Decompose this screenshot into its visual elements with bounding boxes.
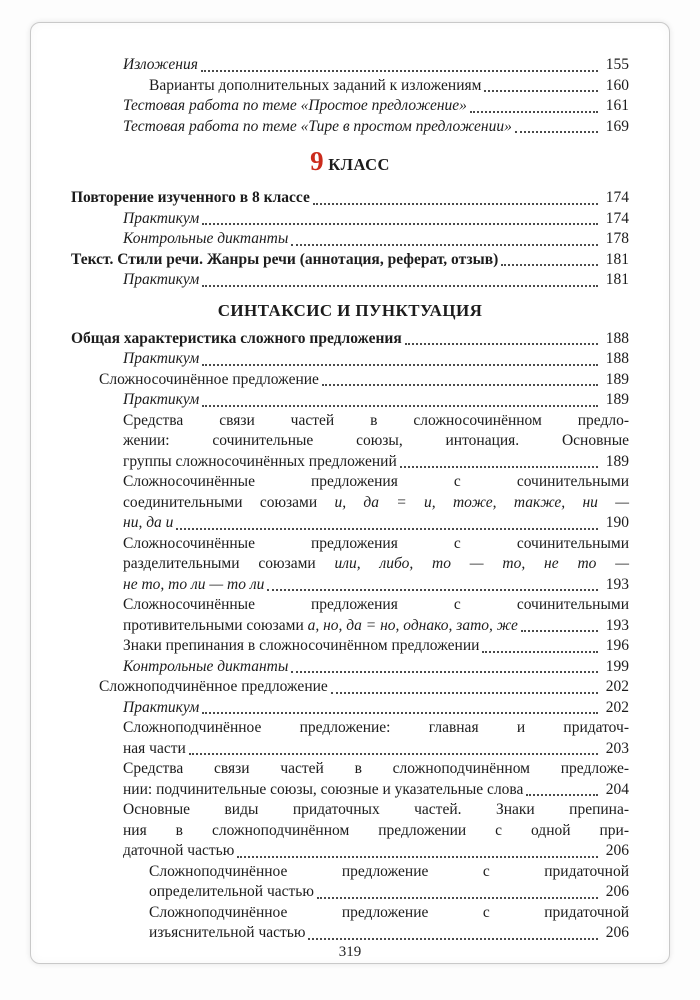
dot-leader (189, 753, 598, 755)
toc-entry-line (123, 800, 629, 821)
toc-entry-line (123, 554, 629, 575)
toc-entry-text: разделительными союзами или, либо, то — то, не то — (123, 555, 629, 572)
toc-entry-text: не то, то ли — то ли (123, 575, 265, 593)
toc-entry-line (123, 55, 629, 76)
dot-leader (501, 264, 598, 266)
dot-leader (521, 630, 598, 632)
toc-entry-line (123, 759, 629, 780)
toc-entry (71, 862, 629, 903)
toc-entry-line (149, 862, 629, 883)
toc-entry (71, 534, 629, 596)
toc-entry (71, 329, 629, 350)
page-number: 319 (338, 943, 362, 960)
toc-entry (71, 657, 629, 678)
toc-entry-line (71, 188, 629, 209)
toc-entry (71, 390, 629, 411)
toc-entry-text: жении: сочинительные союзы, интонация. Основные (123, 432, 629, 449)
toc-entry-text: Сложноподчинённое предложение: главная и придаточ- (123, 719, 629, 736)
toc-entry-line (123, 739, 629, 760)
book-page (30, 22, 670, 964)
toc-page-number: 189 (605, 452, 629, 470)
toc-entry-line (71, 329, 629, 350)
toc-entry-text: Практикум (123, 391, 200, 408)
toc-entry-text: Практикум (123, 209, 200, 227)
toc-page-number: 161 (605, 97, 629, 114)
toc-entry-text: Средства связи частей в сложноподчинённом предложе- (123, 760, 629, 777)
toc-entry-text: даточной частью (123, 842, 235, 859)
toc-entry (71, 370, 629, 391)
heading-syntax-punctuation (71, 299, 629, 323)
toc-entry (71, 411, 629, 473)
toc-entry-text: Сложносочинённые предложения с сочинительными (123, 473, 629, 490)
dot-leader (317, 897, 598, 899)
toc-entry-text: ни, да и (123, 514, 174, 531)
heading-class-9 (71, 146, 629, 181)
toc-entry (71, 759, 629, 800)
toc-page-number: 206 (605, 924, 629, 941)
dot-leader (484, 90, 598, 92)
toc-page-number: 174 (605, 189, 629, 206)
dot-leader (202, 364, 598, 366)
toc-page-number: 196 (605, 637, 629, 654)
dot-leader (267, 589, 598, 591)
toc-entry-text: Средства связи частей в сложносочинённом предло- (123, 411, 629, 429)
toc-page-number: 155 (605, 56, 629, 73)
toc-entry-text: группы сложносочинённых предложений (123, 452, 397, 470)
toc-page-number: 189 (605, 370, 629, 388)
dot-leader (202, 712, 598, 714)
toc-entry (71, 903, 629, 944)
toc-page-number: 189 (605, 391, 629, 408)
dot-leader (237, 856, 598, 858)
toc-entry (71, 677, 629, 698)
toc-entry-line (149, 882, 629, 903)
toc-entry-line (123, 270, 629, 291)
toc-entry-text: Знаки препинания в сложносочинённом предложении (123, 637, 480, 654)
toc-entry-line (123, 513, 629, 534)
toc-entry-line (123, 431, 629, 452)
dot-leader (400, 466, 598, 468)
toc-entry (71, 55, 629, 76)
toc-page-number: 199 (605, 657, 629, 675)
toc-entry-text: Изложения (123, 56, 198, 73)
toc-entry-text: Практикум (123, 271, 200, 288)
toc-entry-line (123, 411, 629, 432)
dot-leader (202, 285, 598, 287)
toc-entry (71, 188, 629, 209)
toc-entry-text: Сложносочинённые предложения с сочинительными (123, 596, 629, 613)
toc-entry-text: ния в сложноподчинённом предложении с одной при- (123, 821, 629, 839)
toc-entry-line (123, 841, 629, 862)
toc-entry-line (149, 903, 629, 924)
toc-entry-text: Практикум (123, 698, 200, 716)
toc-entry (71, 209, 629, 230)
dot-leader (291, 671, 598, 673)
toc-page-number: 193 (605, 616, 629, 634)
toc-entry (71, 96, 629, 117)
toc-entry (71, 229, 629, 250)
toc-entry (71, 76, 629, 97)
toc-entry-line (71, 250, 629, 271)
toc-entry-line (123, 472, 629, 493)
toc-entry-text: Основные виды придаточных частей. Знаки препина- (123, 801, 629, 818)
toc-entry-text: соединительными союзами и, да = и, тоже, также, ни — (123, 493, 629, 511)
toc-entry-line (123, 595, 629, 616)
toc-entry-text: Сложноподчинённое предложение (99, 678, 328, 695)
heading-text: КЛАСС (323, 155, 390, 174)
toc-entry (71, 595, 629, 636)
toc-entry (71, 698, 629, 719)
toc-entry-line (123, 821, 629, 842)
dot-leader (313, 203, 598, 205)
toc-page-number: 181 (605, 250, 629, 268)
toc-entry-line (99, 677, 629, 698)
toc-entry (71, 800, 629, 862)
toc-entry (71, 349, 629, 370)
toc-entry (71, 472, 629, 534)
toc-entry-line (123, 698, 629, 719)
toc-entry-line (123, 616, 629, 637)
toc-entry-line (123, 349, 629, 370)
toc-page-number: 178 (605, 230, 629, 247)
toc-entry-text: Тестовая работа по теме «Тире в простом предложении» (123, 117, 512, 135)
toc-entry-text: Общая характеристика сложного предложения (71, 329, 402, 347)
toc-entry (71, 718, 629, 759)
toc-entry-line (123, 209, 629, 230)
heading-text: СИНТАКСИС И ПУНКТУАЦИЯ (217, 300, 483, 320)
toc-entry-text: изъяснительной частью (149, 924, 306, 941)
heading-text: 9 (310, 146, 324, 176)
toc-entry-text: ная части (123, 739, 186, 757)
dot-leader (526, 794, 598, 796)
dot-leader (308, 938, 598, 940)
table-of-contents (71, 55, 629, 944)
toc-entry (71, 270, 629, 291)
toc-entry-line (149, 923, 629, 944)
toc-page-number: 188 (605, 329, 629, 347)
toc-page-number: 174 (605, 209, 629, 227)
dot-leader (515, 131, 598, 133)
dot-leader (470, 111, 598, 113)
toc-entry-line (123, 636, 629, 657)
toc-entry-line (99, 370, 629, 391)
toc-page-number: 206 (605, 842, 629, 859)
dot-leader (202, 223, 598, 225)
toc-entry-line (123, 780, 629, 801)
toc-entry-line (149, 76, 629, 97)
toc-entry (71, 117, 629, 138)
toc-entry-text: Повторение изученного в 8 классе (71, 189, 310, 206)
toc-entry-line (123, 452, 629, 473)
toc-entry-text: Сложносочинённое предложение (99, 370, 319, 388)
toc-page-number: 203 (605, 739, 629, 757)
toc-entry-text: Сложноподчинённое предложение с придаточной (149, 903, 629, 921)
toc-page-number: 169 (605, 117, 629, 135)
dot-leader (291, 244, 598, 246)
toc-page-number: 181 (605, 271, 629, 288)
toc-entry (71, 250, 629, 271)
toc-entry-line (123, 718, 629, 739)
dot-leader (201, 70, 598, 72)
toc-entry-text: Практикум (123, 350, 200, 367)
toc-entry-text: Варианты дополнительных заданий к изложениям (149, 76, 482, 94)
toc-entry-text: Сложносочинённые предложения с сочинительными (123, 534, 629, 552)
toc-entry-line (123, 96, 629, 117)
toc-entry-line (123, 229, 629, 250)
toc-entry-line (123, 390, 629, 411)
toc-entry-text: Тестовая работа по теме «Простое предложение» (123, 97, 467, 114)
dot-leader (331, 692, 598, 694)
toc-entry-text: противительными союзами а, но, да = но, однако, зато, же (123, 616, 518, 634)
toc-entry (71, 636, 629, 657)
dot-leader (176, 528, 598, 530)
dot-leader (482, 651, 598, 653)
toc-entry-line (123, 493, 629, 514)
toc-page-number: 204 (605, 780, 629, 798)
toc-entry-text: Контрольные диктанты (123, 230, 289, 247)
dot-leader (322, 384, 598, 386)
toc-page-number: 206 (605, 883, 629, 900)
toc-page-number: 160 (605, 76, 629, 94)
toc-entry-text: определительной частью (149, 883, 314, 900)
toc-entry-line (123, 657, 629, 678)
toc-page-number: 190 (605, 514, 629, 531)
dot-leader (405, 343, 598, 345)
toc-entry-text: Сложноподчинённое предложение с придаточной (149, 862, 629, 880)
dot-leader (202, 405, 598, 407)
toc-entry-text: Текст. Стили речи. Жанры речи (аннотация, реферат, отзыв) (71, 250, 499, 268)
toc-page-number: 202 (605, 698, 629, 716)
page-footer (71, 944, 629, 965)
toc-entry-text: нии: подчинительные союзы, союзные и указательные слова (123, 780, 524, 798)
toc-page-number: 193 (605, 575, 629, 593)
toc-entry-line (123, 534, 629, 555)
toc-entry-line (123, 575, 629, 596)
toc-entry-line (123, 117, 629, 138)
toc-page-number: 202 (605, 678, 629, 695)
toc-page-number: 188 (605, 350, 629, 367)
toc-entry-text: Контрольные диктанты (123, 657, 289, 675)
